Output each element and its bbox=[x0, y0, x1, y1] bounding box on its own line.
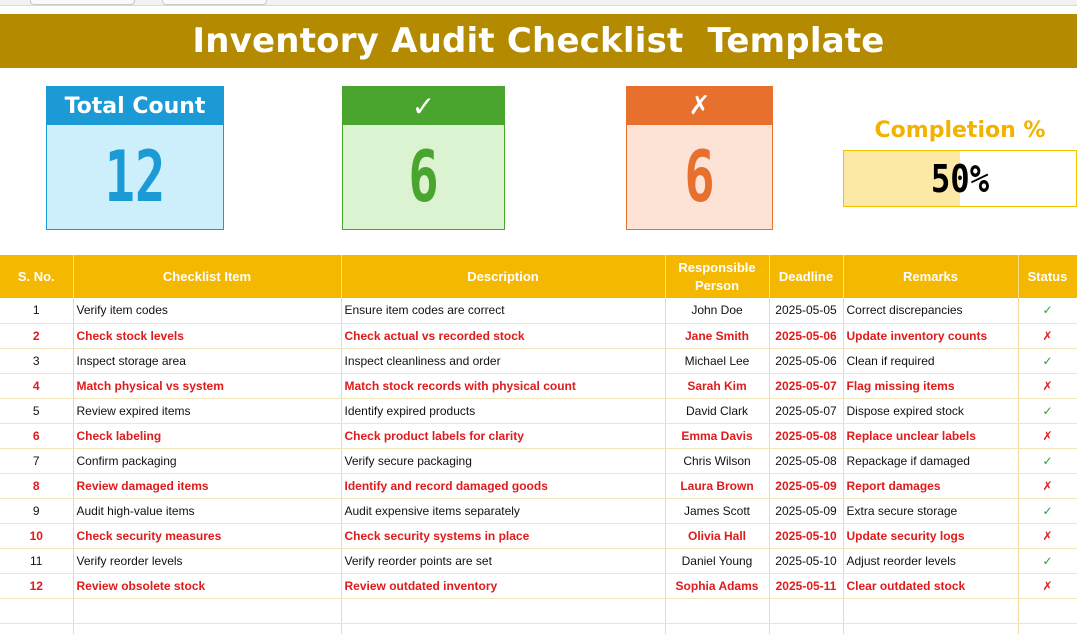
pending-count-card bbox=[626, 86, 773, 230]
table-row bbox=[0, 423, 1077, 448]
cell-remarks[interactable]: Clean if required bbox=[843, 348, 1018, 373]
cell-responsible-person[interactable]: Emma Davis bbox=[665, 423, 769, 448]
cell-responsible-person[interactable]: Michael Lee bbox=[665, 348, 769, 373]
cell-description[interactable]: Match stock records with physical count bbox=[341, 373, 665, 398]
cell-sno[interactable]: 1 bbox=[0, 298, 73, 323]
cell-description[interactable]: Check product labels for clarity bbox=[341, 423, 665, 448]
cell-responsible-person[interactable]: Chris Wilson bbox=[665, 448, 769, 473]
table-row bbox=[0, 498, 1077, 523]
cell-deadline[interactable]: 2025-05-11 bbox=[769, 573, 843, 598]
cell-deadline[interactable]: 2025-05-07 bbox=[769, 398, 843, 423]
total-count-value: 12 bbox=[104, 136, 166, 218]
cell-deadline[interactable]: 2025-05-10 bbox=[769, 523, 843, 548]
cell-checklist-item[interactable]: Review damaged items bbox=[73, 473, 341, 498]
column-header[interactable]: Deadline bbox=[769, 255, 843, 298]
cell-remarks[interactable]: Extra secure storage bbox=[843, 498, 1018, 523]
cell-description[interactable]: Ensure item codes are correct bbox=[341, 298, 665, 323]
status-check-icon[interactable]: ✓ bbox=[1018, 498, 1077, 523]
cell-deadline[interactable]: 2025-05-09 bbox=[769, 498, 843, 523]
cell-responsible-person[interactable]: James Scott bbox=[665, 498, 769, 523]
cell-description[interactable]: Check actual vs recorded stock bbox=[341, 323, 665, 348]
cell-deadline[interactable]: 2025-05-10 bbox=[769, 548, 843, 573]
status-check-icon[interactable]: ✓ bbox=[1018, 348, 1077, 373]
cell-deadline[interactable]: 2025-05-05 bbox=[769, 298, 843, 323]
cell-checklist-item[interactable]: Check security measures bbox=[73, 523, 341, 548]
cell-description[interactable]: Inspect cleanliness and order bbox=[341, 348, 665, 373]
cell-sno[interactable]: 11 bbox=[0, 548, 73, 573]
status-cross-icon[interactable]: ✗ bbox=[1018, 373, 1077, 398]
window-top-strip bbox=[0, 0, 1077, 6]
completed-count-value: 6 bbox=[408, 136, 439, 218]
status-cross-icon[interactable]: ✗ bbox=[1018, 423, 1077, 448]
cell-sno[interactable]: 2 bbox=[0, 323, 73, 348]
table-row bbox=[0, 473, 1077, 498]
table-row bbox=[0, 298, 1077, 323]
empty-row bbox=[0, 598, 1077, 623]
cell-description[interactable]: Review outdated inventory bbox=[341, 573, 665, 598]
cell-sno[interactable]: 5 bbox=[0, 398, 73, 423]
cell-checklist-item[interactable]: Review expired items bbox=[73, 398, 341, 423]
empty-cell[interactable] bbox=[665, 623, 769, 634]
cell-remarks[interactable]: Repackage if damaged bbox=[843, 448, 1018, 473]
empty-cell[interactable] bbox=[73, 598, 341, 623]
table-row bbox=[0, 323, 1077, 348]
cell-remarks[interactable]: Report damages bbox=[843, 473, 1018, 498]
status-check-icon[interactable]: ✓ bbox=[1018, 448, 1077, 473]
completed-count-card bbox=[342, 86, 505, 230]
cell-sno[interactable]: 6 bbox=[0, 423, 73, 448]
table-row bbox=[0, 573, 1077, 598]
cell-remarks[interactable]: Clear outdated stock bbox=[843, 573, 1018, 598]
cell-deadline[interactable]: 2025-05-06 bbox=[769, 323, 843, 348]
completion-value: 50% bbox=[930, 156, 990, 201]
status-cross-icon[interactable]: ✗ bbox=[1018, 473, 1077, 498]
cell-sno[interactable]: 4 bbox=[0, 373, 73, 398]
column-header[interactable]: S. No. bbox=[0, 255, 73, 298]
table-row bbox=[0, 348, 1077, 373]
cell-remarks[interactable]: Correct discrepancies bbox=[843, 298, 1018, 323]
column-header[interactable]: Responsible Person bbox=[665, 255, 769, 298]
empty-cell[interactable] bbox=[1018, 623, 1077, 634]
cell-deadline[interactable]: 2025-05-07 bbox=[769, 373, 843, 398]
empty-cell[interactable] bbox=[769, 623, 843, 634]
cell-checklist-item[interactable]: Inspect storage area bbox=[73, 348, 341, 373]
column-header[interactable]: Description bbox=[341, 255, 665, 298]
table-header-row bbox=[0, 255, 1077, 298]
cell-checklist-item[interactable]: Review obsolete stock bbox=[73, 573, 341, 598]
column-header[interactable]: Remarks bbox=[843, 255, 1018, 298]
cell-sno[interactable]: 12 bbox=[0, 573, 73, 598]
checklist-table bbox=[0, 255, 1077, 634]
cell-responsible-person[interactable]: Daniel Young bbox=[665, 548, 769, 573]
title-banner bbox=[0, 14, 1077, 68]
cell-sno[interactable]: 10 bbox=[0, 523, 73, 548]
total-count-card bbox=[46, 86, 224, 230]
cell-sno[interactable]: 7 bbox=[0, 448, 73, 473]
column-header[interactable]: Status bbox=[1018, 255, 1077, 298]
empty-cell[interactable] bbox=[665, 598, 769, 623]
cell-checklist-item[interactable]: Check stock levels bbox=[73, 323, 341, 348]
cell-remarks[interactable]: Update security logs bbox=[843, 523, 1018, 548]
cell-description[interactable]: Identify expired products bbox=[341, 398, 665, 423]
cell-checklist-item[interactable]: Audit high-value items bbox=[73, 498, 341, 523]
completion-label: Completion % bbox=[874, 118, 1046, 143]
table-row bbox=[0, 548, 1077, 573]
cell-responsible-person[interactable]: Sarah Kim bbox=[665, 373, 769, 398]
cell-description[interactable]: Audit expensive items separately bbox=[341, 498, 665, 523]
sheet-tab-stub[interactable] bbox=[30, 0, 135, 5]
status-check-icon[interactable]: ✓ bbox=[1018, 298, 1077, 323]
cell-responsible-person[interactable]: Jane Smith bbox=[665, 323, 769, 348]
pending-count-value: 6 bbox=[684, 136, 715, 218]
table-row bbox=[0, 448, 1077, 473]
status-cross-icon[interactable]: ✗ bbox=[1018, 523, 1077, 548]
cross-icon: ✗ bbox=[627, 87, 772, 125]
cell-deadline[interactable]: 2025-05-08 bbox=[769, 448, 843, 473]
cell-checklist-item[interactable]: Check labeling bbox=[73, 423, 341, 448]
cell-description[interactable]: Verify reorder points are set bbox=[341, 548, 665, 573]
empty-cell[interactable] bbox=[73, 623, 341, 634]
empty-cell[interactable] bbox=[341, 623, 665, 634]
cell-remarks[interactable]: Dispose expired stock bbox=[843, 398, 1018, 423]
cell-responsible-person[interactable]: Olivia Hall bbox=[665, 523, 769, 548]
cell-checklist-item[interactable]: Verify item codes bbox=[73, 298, 341, 323]
cell-checklist-item[interactable]: Confirm packaging bbox=[73, 448, 341, 473]
table-row bbox=[0, 523, 1077, 548]
empty-row bbox=[0, 623, 1077, 634]
cell-remarks[interactable]: Replace unclear labels bbox=[843, 423, 1018, 448]
cell-deadline[interactable]: 2025-05-09 bbox=[769, 473, 843, 498]
cell-responsible-person[interactable]: Laura Brown bbox=[665, 473, 769, 498]
cell-description[interactable]: Check security systems in place bbox=[341, 523, 665, 548]
cell-responsible-person[interactable]: Sophia Adams bbox=[665, 573, 769, 598]
status-cross-icon[interactable]: ✗ bbox=[1018, 573, 1077, 598]
sheet-tab-stub[interactable] bbox=[162, 0, 267, 5]
cell-responsible-person[interactable]: David Clark bbox=[665, 398, 769, 423]
empty-cell[interactable] bbox=[341, 598, 665, 623]
column-header[interactable]: Checklist Item bbox=[73, 255, 341, 298]
status-check-icon[interactable]: ✓ bbox=[1018, 398, 1077, 423]
cell-remarks[interactable]: Adjust reorder levels bbox=[843, 548, 1018, 573]
completion-progress bbox=[843, 150, 1077, 207]
empty-cell[interactable] bbox=[843, 598, 1018, 623]
empty-cell[interactable] bbox=[843, 623, 1018, 634]
cell-sno[interactable]: 9 bbox=[0, 498, 73, 523]
status-cross-icon[interactable]: ✗ bbox=[1018, 323, 1077, 348]
cell-sno[interactable]: 8 bbox=[0, 473, 73, 498]
status-check-icon[interactable]: ✓ bbox=[1018, 548, 1077, 573]
cell-checklist-item[interactable]: Match physical vs system bbox=[73, 373, 341, 398]
cell-deadline[interactable]: 2025-05-06 bbox=[769, 348, 843, 373]
cell-checklist-item[interactable]: Verify reorder levels bbox=[73, 548, 341, 573]
empty-cell[interactable] bbox=[0, 598, 73, 623]
table-row bbox=[0, 398, 1077, 423]
check-icon: ✓ bbox=[343, 87, 504, 125]
cell-sno[interactable]: 3 bbox=[0, 348, 73, 373]
page-title: Inventory Audit Checklist Template bbox=[192, 21, 885, 61]
empty-cell[interactable] bbox=[769, 598, 843, 623]
table-row bbox=[0, 373, 1077, 398]
cell-responsible-person[interactable]: John Doe bbox=[665, 298, 769, 323]
empty-cell[interactable] bbox=[1018, 598, 1077, 623]
cell-description[interactable]: Identify and record damaged goods bbox=[341, 473, 665, 498]
cell-deadline[interactable]: 2025-05-08 bbox=[769, 423, 843, 448]
total-count-label: Total Count bbox=[47, 87, 223, 125]
cell-remarks[interactable]: Flag missing items bbox=[843, 373, 1018, 398]
empty-cell[interactable] bbox=[0, 623, 73, 634]
cell-description[interactable]: Verify secure packaging bbox=[341, 448, 665, 473]
cell-remarks[interactable]: Update inventory counts bbox=[843, 323, 1018, 348]
